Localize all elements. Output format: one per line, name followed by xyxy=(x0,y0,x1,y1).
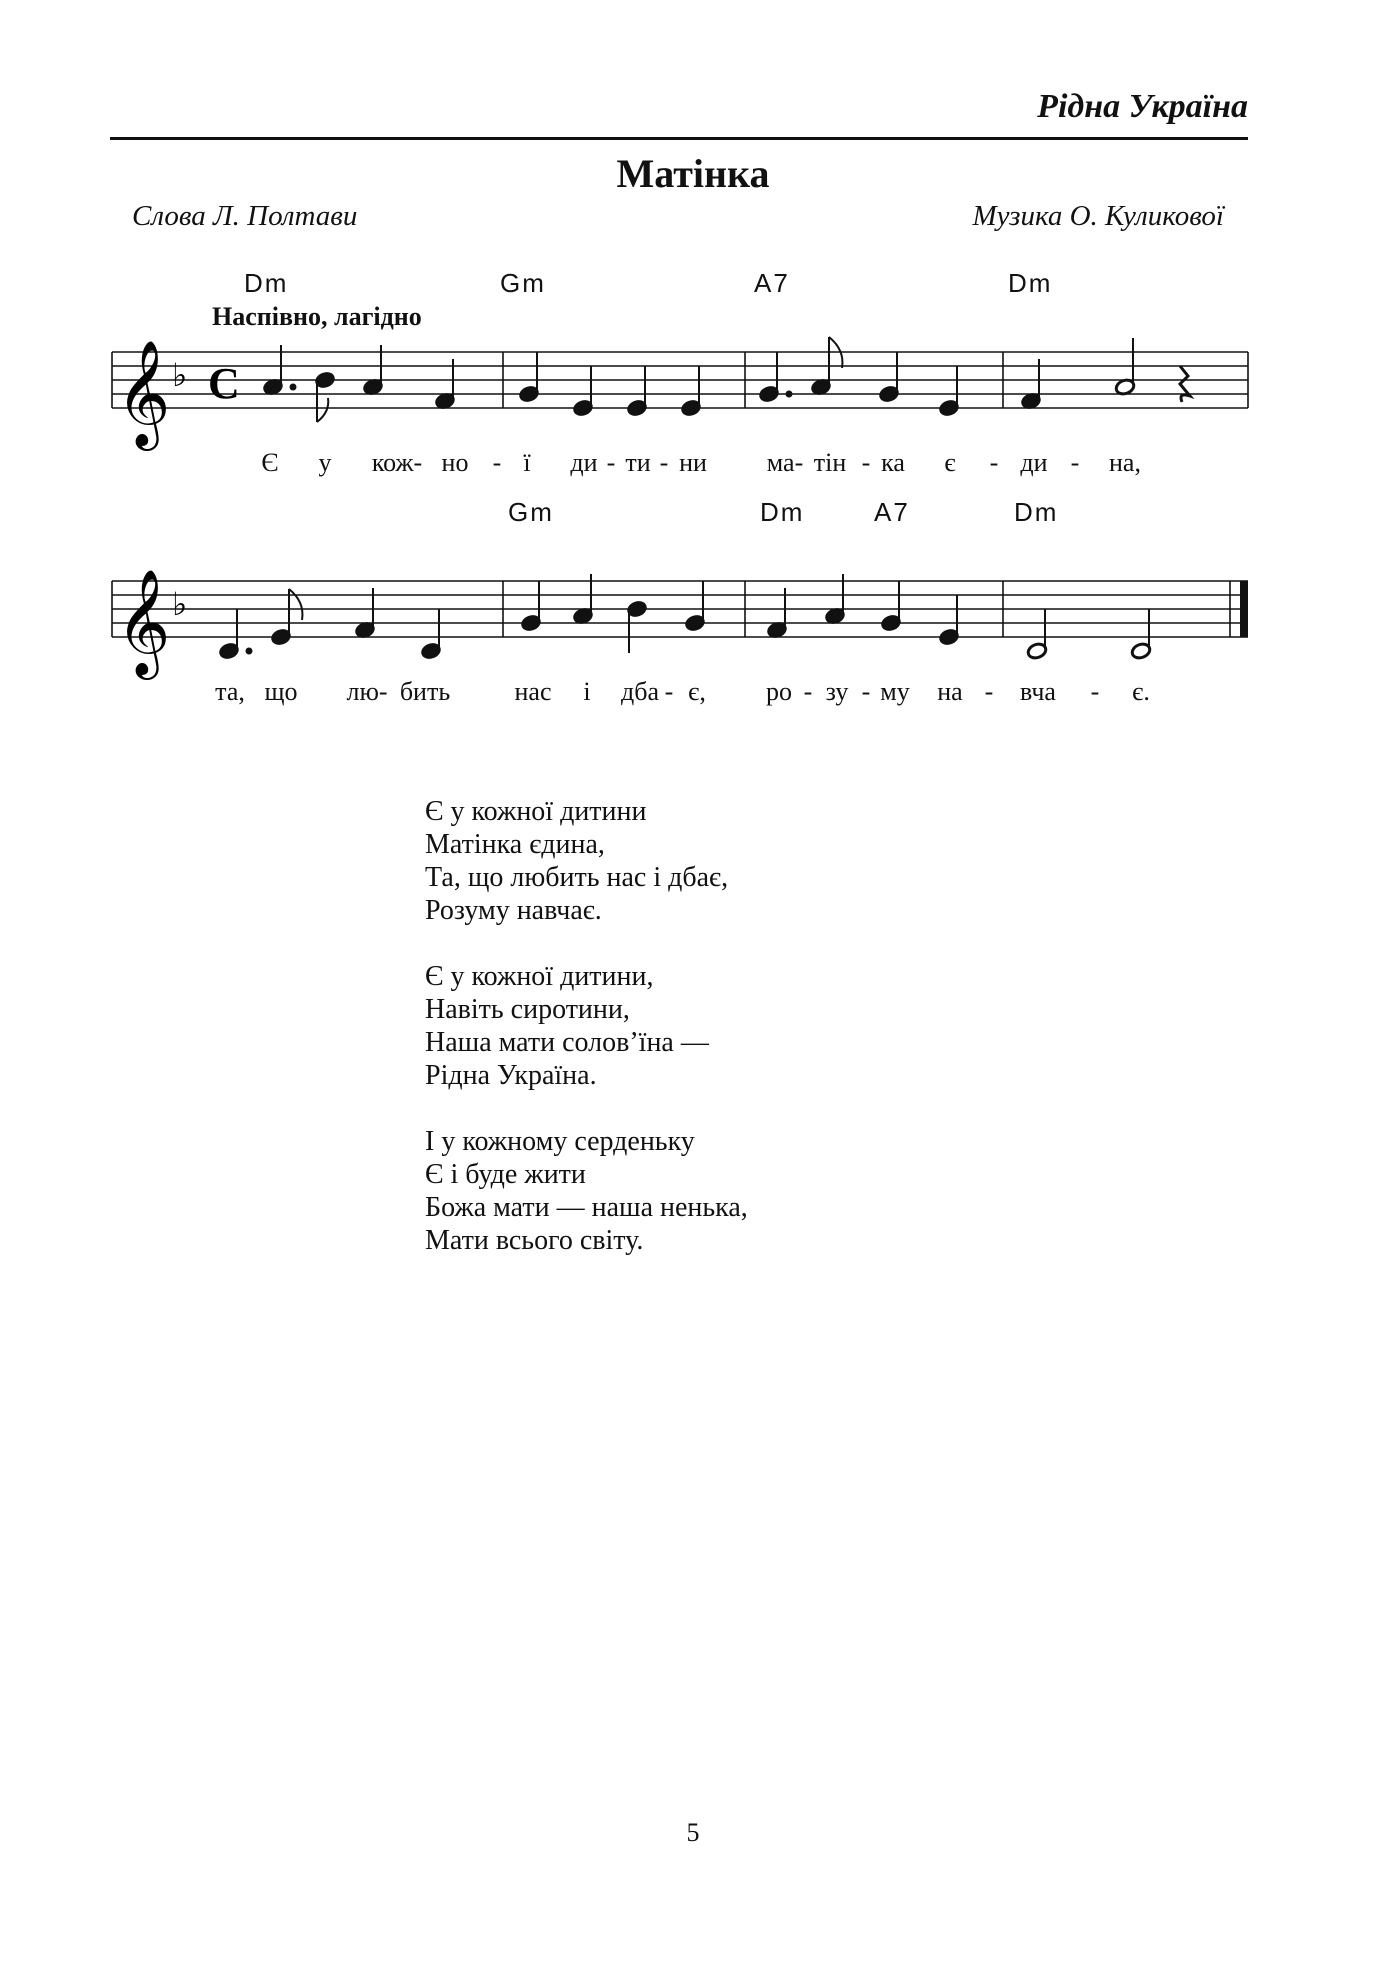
poem-line: Є у кожної дитини, xyxy=(425,961,654,992)
lyric-syllable: - xyxy=(606,448,616,477)
chord-symbol: A7 xyxy=(754,268,790,298)
chord-symbol: Gm xyxy=(508,497,554,527)
running-head: Рідна Україна xyxy=(1037,88,1248,125)
treble-clef-icon: 𝄞 xyxy=(116,568,171,675)
poem-line: Розуму навчає. xyxy=(425,895,602,926)
lyric-syllable: ди xyxy=(1020,448,1048,477)
lyric-syllable: ни xyxy=(679,448,707,477)
lyric-syllable: є. xyxy=(1132,677,1150,706)
lyric-syllable: - xyxy=(659,448,669,477)
chord-symbol: A7 xyxy=(874,497,910,527)
tempo-marking: Наспівно, лагідно xyxy=(212,302,422,331)
poem-line: І у кожному серденьку xyxy=(425,1126,695,1157)
poem-line: Матінка єдина, xyxy=(425,829,605,860)
stanza xyxy=(425,960,748,1092)
lyric-syllable: - xyxy=(1090,677,1100,706)
lyric-syllable: но xyxy=(441,448,469,477)
lyric-syllable: ти xyxy=(625,448,651,477)
lyric-syllable: вча xyxy=(1020,677,1056,706)
lyric-syllable: та, xyxy=(215,677,245,706)
common-time-icon: C xyxy=(208,359,240,408)
lyric-syllable: дба xyxy=(621,677,659,706)
lyric-syllable: Є xyxy=(261,448,279,477)
lyric-syllable: - xyxy=(803,677,813,706)
lyric-syllable: - xyxy=(989,448,999,477)
lyric-syllable: - xyxy=(861,448,871,477)
lyric-syllable: ро xyxy=(766,677,792,706)
lyric-syllable: - xyxy=(861,677,871,706)
stanza xyxy=(425,795,748,927)
lyric-syllable: - xyxy=(664,677,674,706)
quarter-rest-icon xyxy=(1180,366,1190,402)
poem-text xyxy=(425,795,748,1290)
music-notation xyxy=(0,0,1386,720)
poem-line: Є і буде жити xyxy=(425,1159,586,1190)
poem-line: Навіть сиротини, xyxy=(425,994,630,1025)
lyrics-credit: Слова Л. Полтави xyxy=(132,200,358,232)
poem-line: Є у кожної дитини xyxy=(425,796,647,827)
page-number: 5 xyxy=(686,1818,700,1847)
song-title: Матінка xyxy=(616,151,770,196)
chord-symbol: Dm xyxy=(1014,497,1059,527)
flat-icon: ♭ xyxy=(172,585,188,623)
lyric-syllable: у xyxy=(318,448,332,477)
poem-line: Рідна Україна. xyxy=(425,1060,597,1091)
flat-icon: ♭ xyxy=(172,356,188,394)
lyric-syllable: кож- xyxy=(371,448,423,477)
lyric-syllable: на, xyxy=(1109,448,1141,477)
chord-symbol: Gm xyxy=(500,268,546,298)
lyric-syllable: - xyxy=(1070,448,1080,477)
lyric-syllable: ка xyxy=(881,448,905,477)
treble-clef-icon: 𝄞 xyxy=(116,339,171,446)
chord-symbol: Dm xyxy=(1008,268,1053,298)
lyric-syllable: зу xyxy=(825,677,849,706)
lyric-syllable: і xyxy=(583,677,591,706)
final-barline xyxy=(1240,581,1248,637)
lyric-syllable: му xyxy=(880,677,910,706)
lyric-syllable: є xyxy=(944,448,956,477)
lyric-syllable: на xyxy=(937,677,963,706)
chord-symbol: Dm xyxy=(760,497,805,527)
lyric-syllable: тін xyxy=(813,448,847,477)
lyric-syllable: - xyxy=(492,448,502,477)
lyric-syllable: ди xyxy=(570,448,598,477)
poem-line: Та, що любить нас і дбає, xyxy=(425,862,729,893)
music-credit: Музика О. Куликової xyxy=(972,200,1224,232)
lyric-syllable: що xyxy=(264,677,298,706)
lyric-syllable: ма- xyxy=(766,448,804,477)
poem-line: Мати всього світу. xyxy=(425,1225,644,1256)
lyric-syllable: ї xyxy=(523,448,531,477)
chord-symbol: Dm xyxy=(244,268,289,298)
poem-line: Божа мати — наша ненька, xyxy=(425,1192,748,1223)
lyric-syllable: нас xyxy=(514,677,552,706)
lyric-syllable: є, xyxy=(688,677,706,706)
poem-line: Наша мати солов’їна — xyxy=(425,1027,709,1058)
lyric-syllable: - xyxy=(984,677,994,706)
lyric-syllable: бить xyxy=(399,677,451,706)
lyric-syllable: лю- xyxy=(346,677,388,706)
stanza xyxy=(425,1125,748,1257)
